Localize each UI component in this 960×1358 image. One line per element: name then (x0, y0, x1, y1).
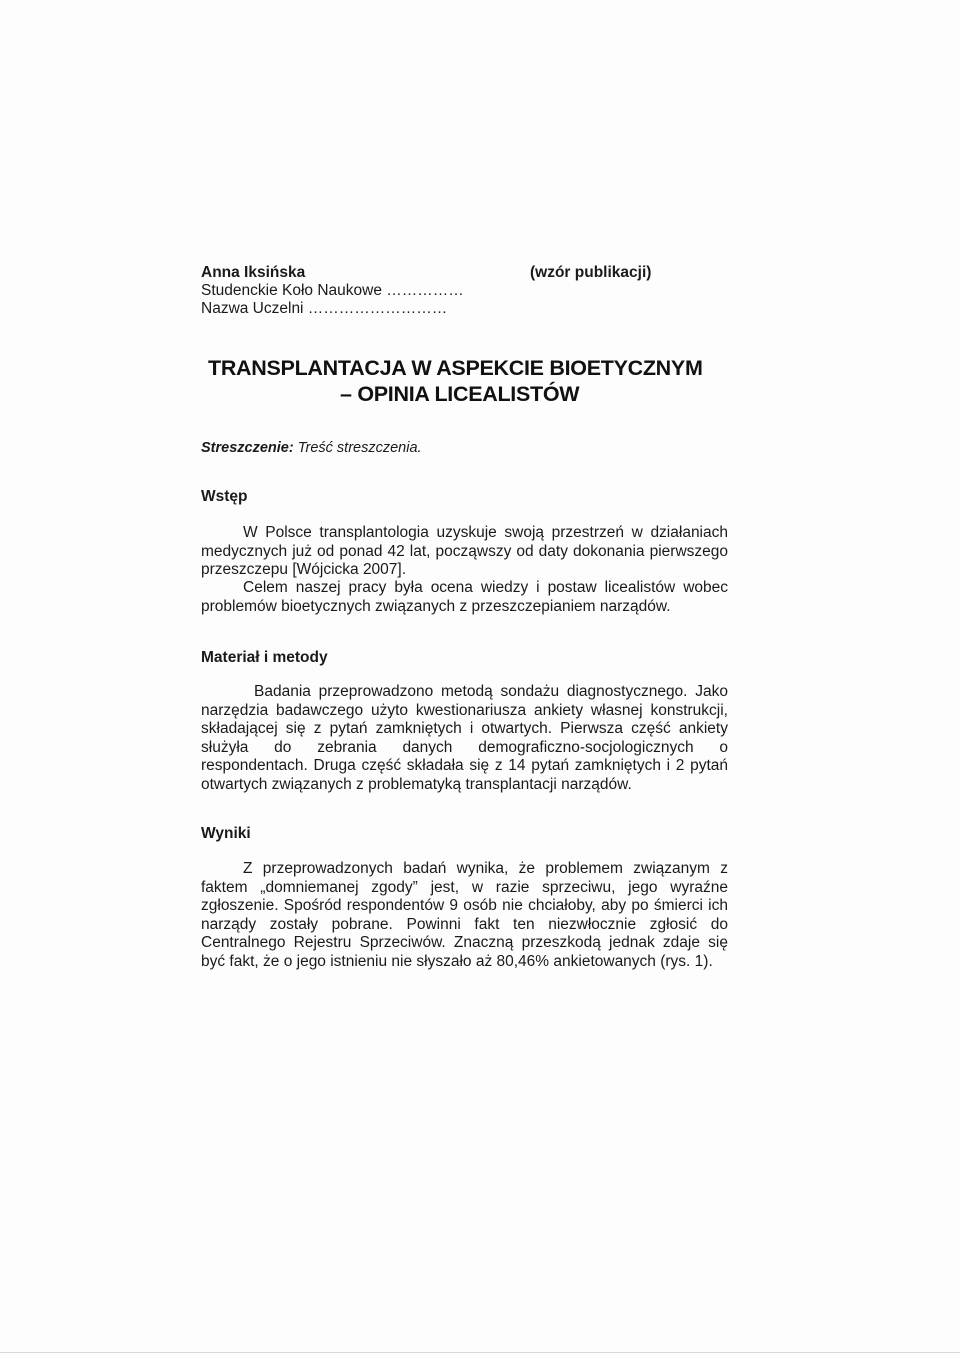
paper-title-line-2: – OPINIA LICEALISTÓW (340, 382, 580, 406)
section-heading-results: Wyniki (201, 825, 251, 842)
author-name: Anna Iksińska (201, 264, 306, 281)
section-heading-intro: Wstęp (201, 488, 248, 505)
abstract (201, 440, 422, 456)
scan-edge-line (0, 1352, 960, 1353)
author-block (201, 264, 464, 318)
intro-paragraph-2: Celem naszej pracy była ocena wiedzy i postaw licealistów wobec problemów bioetycznych związanych z przeszczepianiem narządów. (201, 579, 728, 615)
template-note: (wzór publikacji) (530, 264, 652, 281)
abstract-text: Treść streszczenia. (297, 440, 422, 456)
affiliation-circle: Studenckie Koło Naukowe …………… (201, 282, 464, 299)
results-paragraph: Z przeprowadzonych badań wynika, że problemem związanym z faktem „domniemanej zgody” jest, w razie sprzeciwu, jego wyraźne zgłoszenie. Spośród respondentów 9 osób nie chciałoby, aby po śmierci ich narządy zostały pobrane. Powinni fakt ten niezwłocznie zgłosić do Centralnego Rejestru Sprzeciwów. Znaczną przeszkodą jednak zdaje się być fakt, że o jego istnieniu nie słyszało aż 80,46% ankietowanych (rys. 1). (201, 860, 728, 970)
abstract-label: Streszczenie: (201, 440, 294, 456)
paper-title-line-1: TRANSPLANTACJA W ASPEKCIE BIOETYCZNYM (208, 356, 703, 380)
intro-paragraph-1: W Polsce transplantologia uzyskuje swoją przestrzeń w działaniach medycznych już od ponad 42 lat, począwszy od daty dokonania pierwszego przeszczepu [Wójcicka 2007]. (201, 524, 728, 578)
affiliation-university: Nazwa Uczelni ……………………… (201, 300, 448, 317)
methods-paragraph: Badania przeprowadzono metodą sondażu diagnostycznego. Jako narzędzia badawczego użyto kwestionariusza ankiety własnej konstrukcji, składającej się z pytań zamkniętych i otwartych. Pierwsza część ankiety służyła do zebrania danych demograficzno-socjologicznych o respondentach. Druga część składała się z 14 pytań zamkniętych i 2 pytań otwartych związanych z problematyką transplantacji narządów. (201, 683, 728, 793)
section-heading-methods: Materiał i metody (201, 649, 328, 666)
